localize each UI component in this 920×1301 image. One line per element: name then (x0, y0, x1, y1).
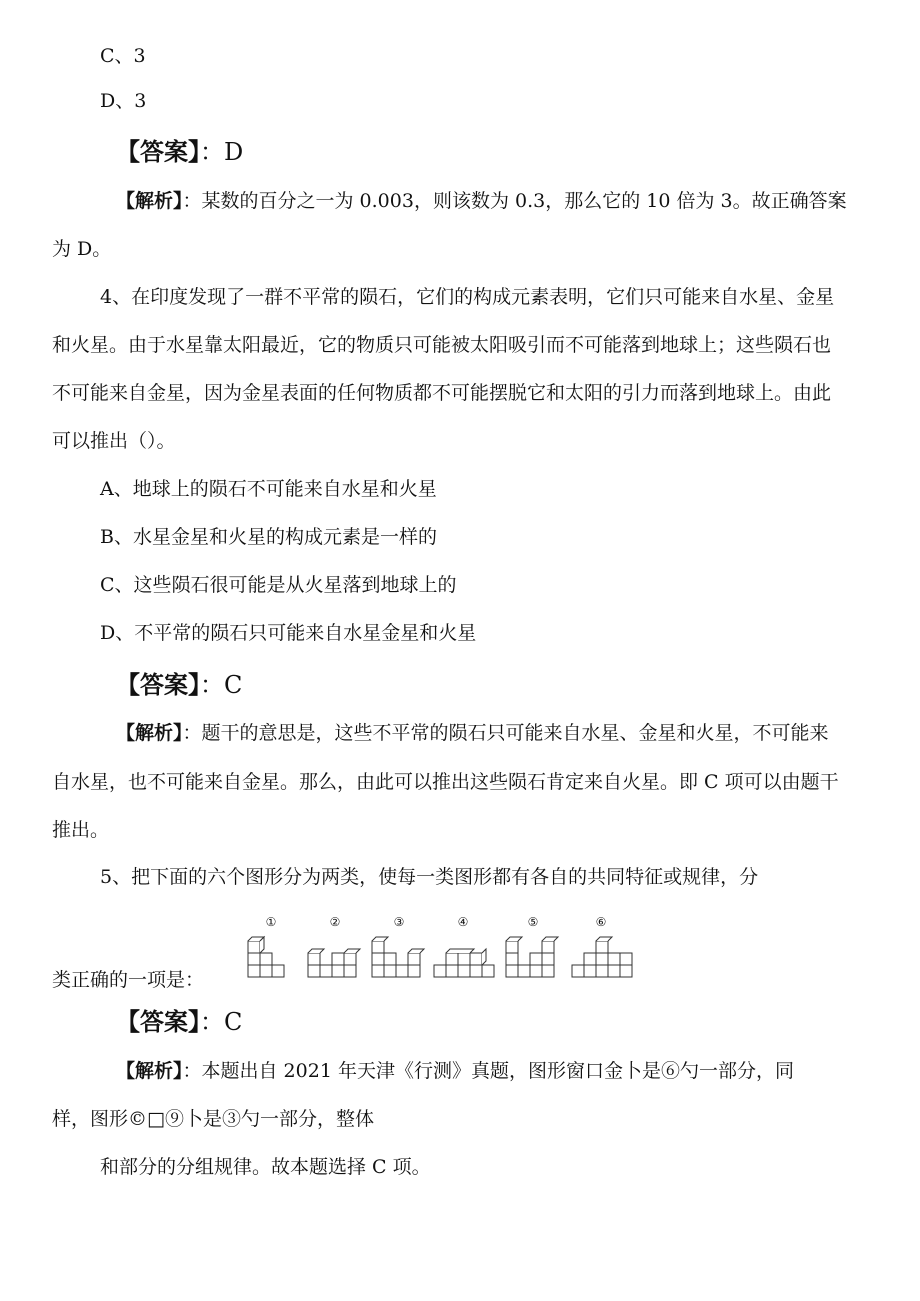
q3-answer (116, 137, 243, 167)
q5-figure-2-drawing (304, 933, 366, 983)
q5-figure-5 (502, 915, 564, 987)
q5-analysis-text1: ：本题出自 2021 年天津《行测》真题，图形窗口金卜是⑥勺一部分，同 (182, 1060, 794, 1082)
q5-figure-4-drawing (432, 933, 498, 983)
q5-figure-6 (570, 915, 632, 987)
q3-option-d: D、3 (100, 90, 147, 112)
q5-figure-4 (432, 915, 494, 987)
q5-analysis-line1 (116, 1059, 794, 1083)
q5-figure-1 (240, 915, 302, 987)
q4-analysis-line3: 推出。 (52, 819, 110, 841)
q5-figure-3-label: ③ (393, 915, 405, 929)
q4-option-d: D、不平常的陨石只可能来自水星金星和火星 (100, 622, 477, 644)
q5-answer-value: ：C (200, 1008, 243, 1036)
q5-figure-strip (240, 915, 640, 987)
q4-analysis-text1: ：题干的意思是，这些不平常的陨石只可能来自水星、金星和火星，不可能来 (182, 722, 829, 744)
q4-stem-line2: 和火星。由于水星靠太阳最近，它的物质只可能被太阳吸引而不可能落到地球上；这些陨石也 (52, 334, 832, 356)
q5-analysis-line2: 样，图形©□⑨卜是③勺一部分，整体 (52, 1108, 374, 1130)
q4-answer (116, 670, 242, 700)
q4-option-a: A、地球上的陨石不可能来自水星和火星 (100, 478, 437, 500)
q5-stem-line2: 类正确的一项是： (52, 969, 205, 991)
q5-figure-3 (368, 915, 430, 987)
q5-analysis-line3: 和部分的分组规律。故本题选择 C 项。 (100, 1156, 431, 1178)
q5-figure-4-label: ④ (457, 915, 469, 929)
q3-analysis-line2: 为 D。 (52, 238, 112, 260)
q5-analysis-label: 【解析】 (116, 1060, 183, 1082)
q5-answer-label: 【答案】 (116, 1008, 200, 1036)
q5-figure-5-label: ⑤ (527, 915, 539, 929)
q5-figure-6-drawing (570, 933, 636, 983)
q4-option-b: B、水星金星和火星的构成元素是一样的 (100, 526, 437, 548)
q5-figure-3-drawing (368, 933, 430, 983)
q5-figure-5-drawing (502, 933, 564, 983)
q4-option-c: C、这些陨石很可能是从火星落到地球上的 (100, 574, 457, 596)
q4-stem-line4: 可以推出（）。 (52, 430, 176, 452)
q3-option-c: C、3 (100, 45, 146, 67)
q5-stem-line1: 5、把下面的六个图形分为两类，使每一类图形都有各自的共同特征或规律，分 (100, 866, 759, 888)
q3-answer-value: ：D (200, 138, 244, 166)
q5-figure-1-label: ① (265, 915, 277, 929)
q4-analysis-label: 【解析】 (116, 722, 183, 744)
q4-analysis-line1 (116, 721, 829, 745)
q4-analysis-line2: 自水星，也不可能来自金星。那么，由此可以推出这些陨石肯定来自火星。即 C 项可以由题干 (52, 771, 839, 793)
q4-answer-value: ：C (200, 671, 243, 699)
q4-answer-label: 【答案】 (116, 671, 200, 699)
q4-stem-line3: 不可能来自金星，因为金星表面的任何物质都不可能摆脱它和太阳的引力而落到地球上。由此 (52, 382, 832, 404)
q5-figure-2-label: ② (329, 915, 341, 929)
q4-stem-line1: 4、在印度发现了一群不平常的陨石，它们的构成元素表明，它们只可能来自水星、金星 (100, 286, 835, 308)
q5-answer (116, 1007, 242, 1037)
q5-figure-6-label: ⑥ (595, 915, 607, 929)
q3-analysis-text1: ：某数的百分之一为 0.003，则该数为 0.3，那么它的 10 倍为 3。故正确答案 (182, 190, 847, 212)
q5-figure-1-drawing (240, 933, 302, 983)
q3-answer-label: 【答案】 (116, 138, 200, 166)
q3-analysis-label: 【解析】 (116, 190, 183, 212)
q3-analysis-line1 (116, 189, 847, 213)
q5-figure-2 (304, 915, 366, 987)
